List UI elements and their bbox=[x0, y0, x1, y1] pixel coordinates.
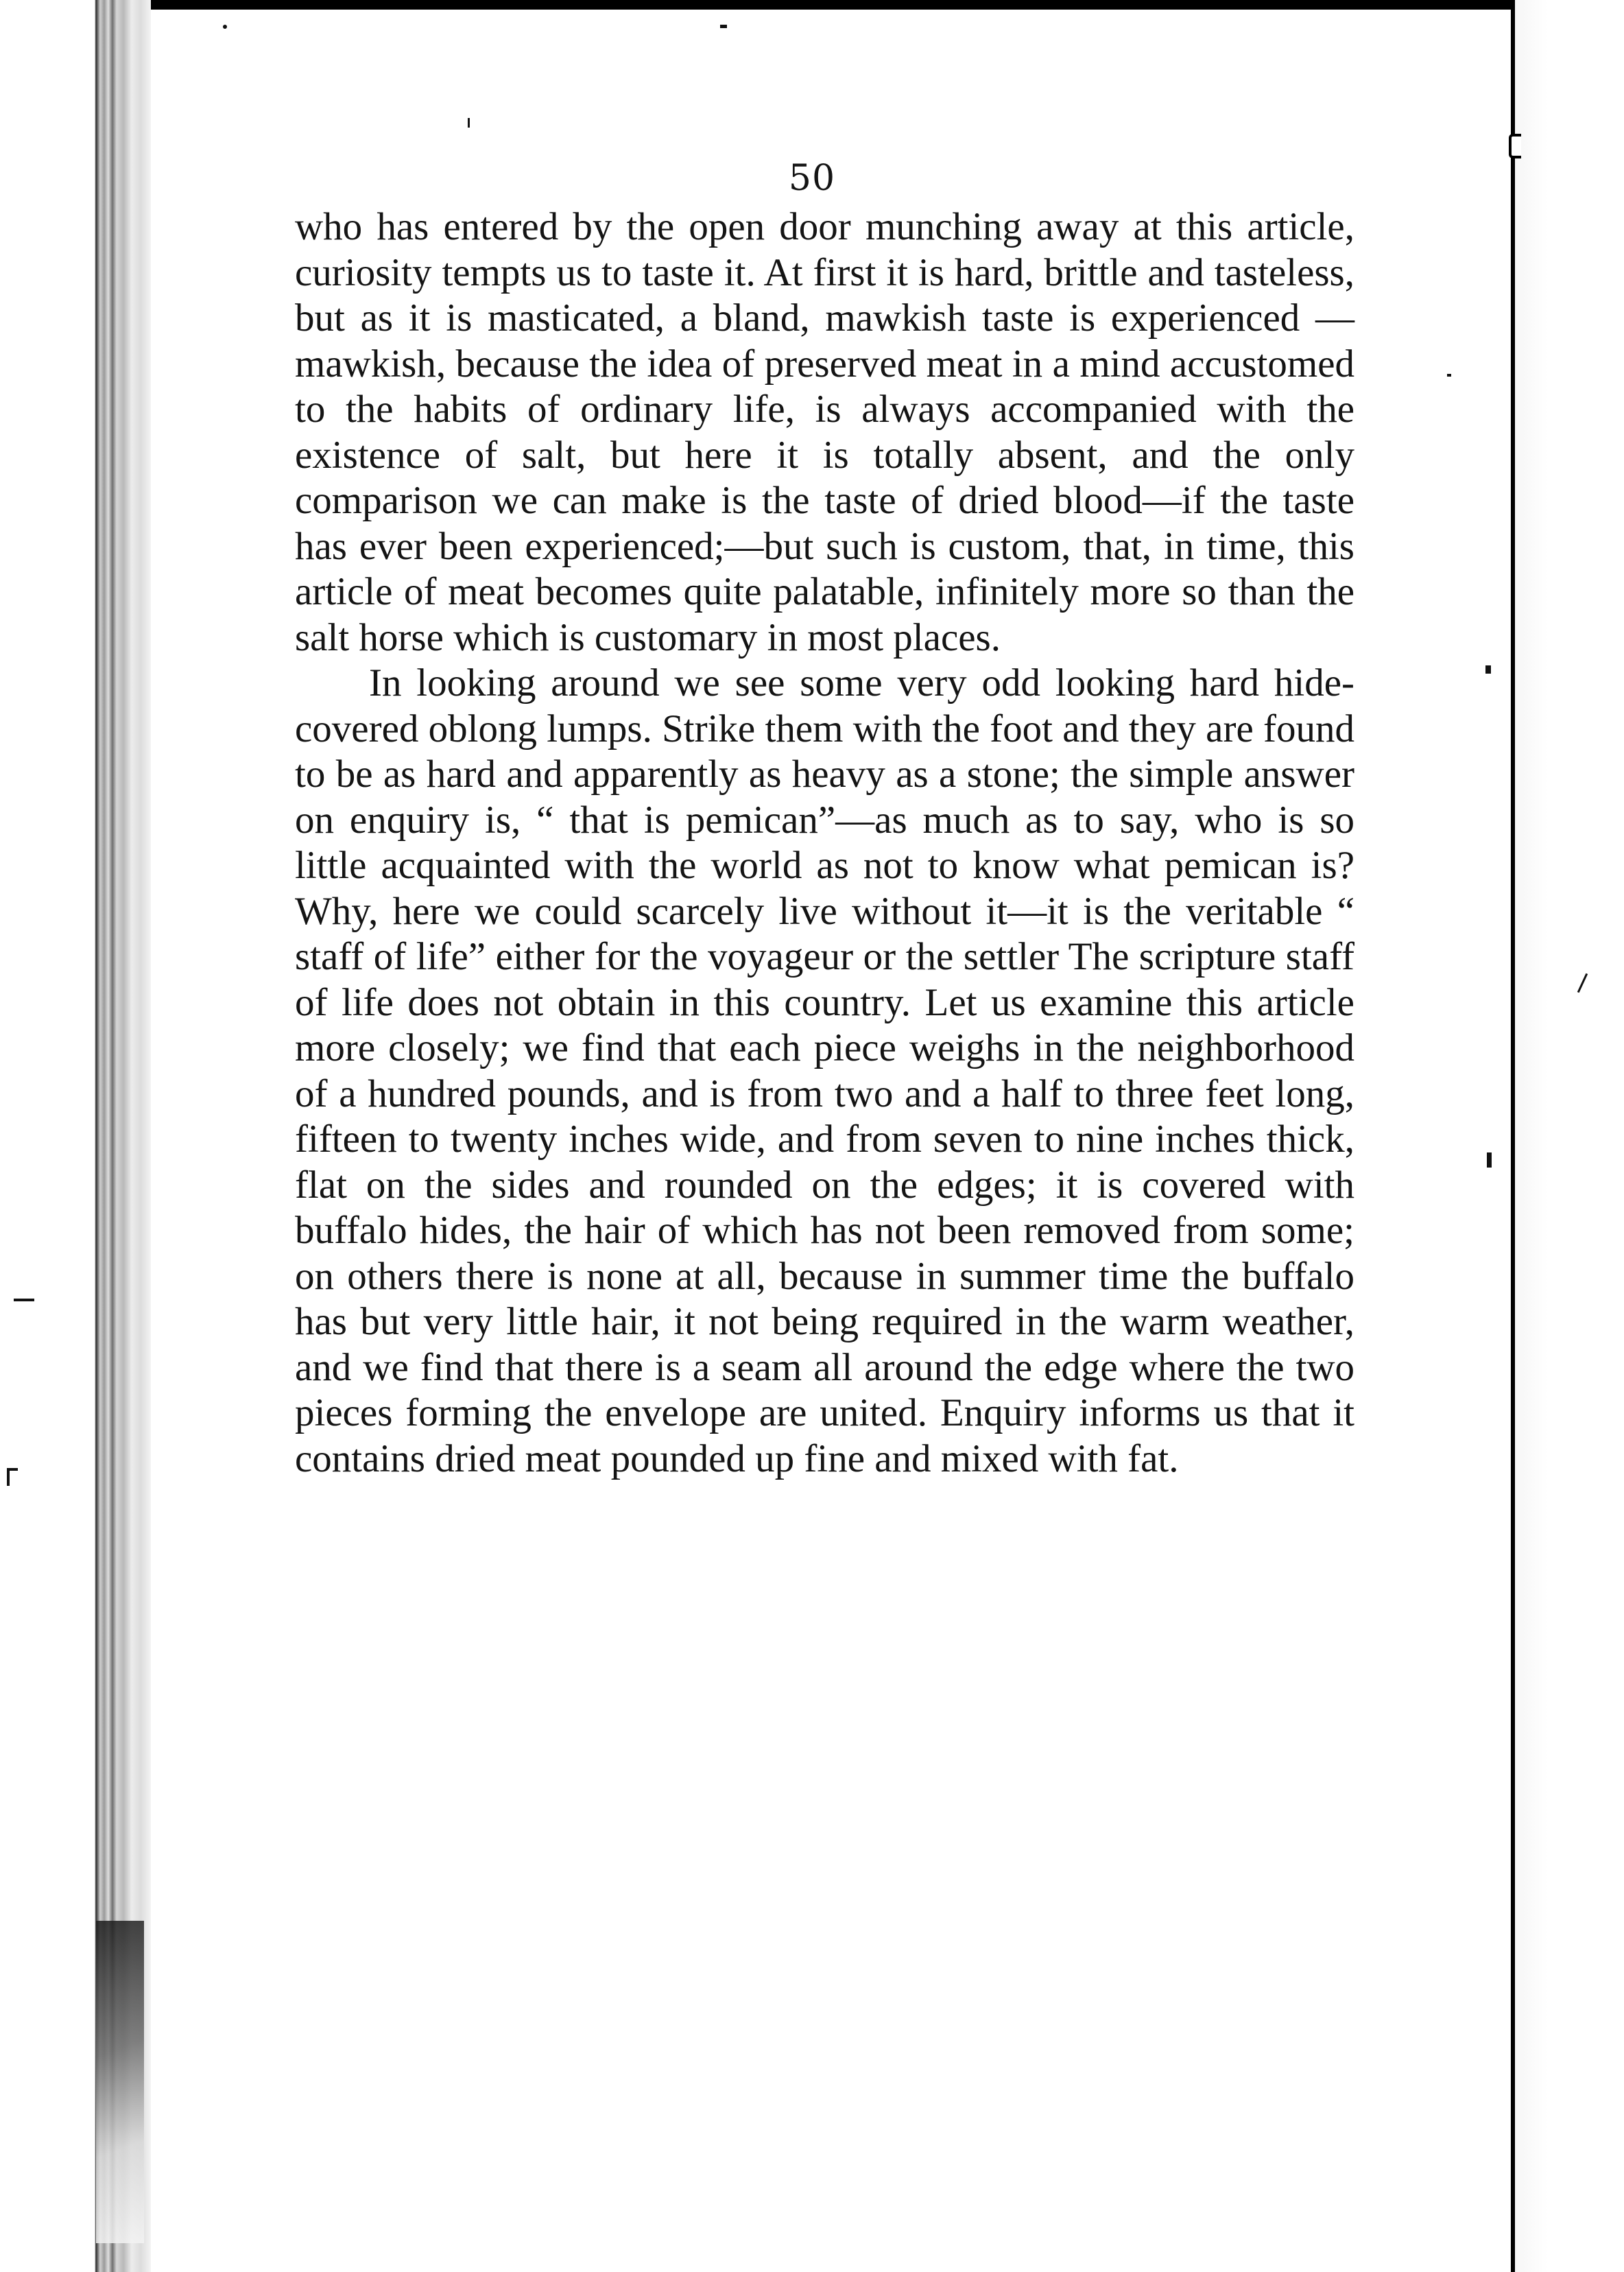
scan-speck bbox=[1447, 374, 1451, 377]
scan-speck bbox=[223, 25, 227, 29]
edge-notch bbox=[1509, 134, 1521, 158]
scan-speck bbox=[1485, 665, 1491, 674]
scan-top-edge bbox=[0, 0, 1624, 10]
right-margin-strip bbox=[1515, 0, 1624, 2272]
scan-speck bbox=[720, 25, 727, 28]
page-number: 50 bbox=[788, 158, 836, 199]
scan-speck bbox=[1487, 1152, 1492, 1168]
body-text bbox=[295, 204, 1354, 1482]
paragraph-2: In looking around we see some very odd looking hard hide-covered oblong lumps. Strike them with the foot and they are found to be as hard and apparently as heavy as a stone; the simple answer on enquiry is, “ that is pemican”—as much as to say, who is so little acquainted with the world as not to know what pemican is? Why, here we could scarcely live without it—it is the veritable “ staff of life” either for the voyageur or the settler The scripture staff of life does not obtain in this country. Let us examine this article more closely; we find that each piece weighs in the neighborhood of a hundred pounds, and is from two and a half to three feet long, fifteen to twenty inches wide, and from seven to nine inches thick, flat on the sides and rounded on the edges; it is covered with buffalo hides, the hair of which has not been removed from some; on others there is none at all, because in summer time the buffalo has but very little hair, it not being required in the warm weather, and we find that there is a seam all around the edge where the two pieces forming the envelope are united. Enquiry informs us that it contains dried meat pounded up fine and mixed with fat. bbox=[295, 661, 1354, 1480]
paragraph-1: who has entered by the open door munching away at this article, curiosity tempts us to taste it. At first it is hard, brittle and tasteless, but as it is masticated, a bland, mawkish taste is experienced — mawkish, because the idea of preserved meat in a mind accustomed to the habits of ordinary life, is always accompanied with the existence of salt, but here it is totally absent, and the only comparison we can make is the taste of dried blood—if the taste has ever been experienced;—but such is custom, that, in time, this article of meat becomes quite palatable, infinitely more so than the salt horse which is customary in most places. bbox=[295, 205, 1354, 659]
scan-speck bbox=[14, 1299, 34, 1301]
scan-speck bbox=[468, 118, 470, 128]
binding-shadow bbox=[96, 1921, 144, 2243]
scan-speck bbox=[7, 1468, 18, 1471]
